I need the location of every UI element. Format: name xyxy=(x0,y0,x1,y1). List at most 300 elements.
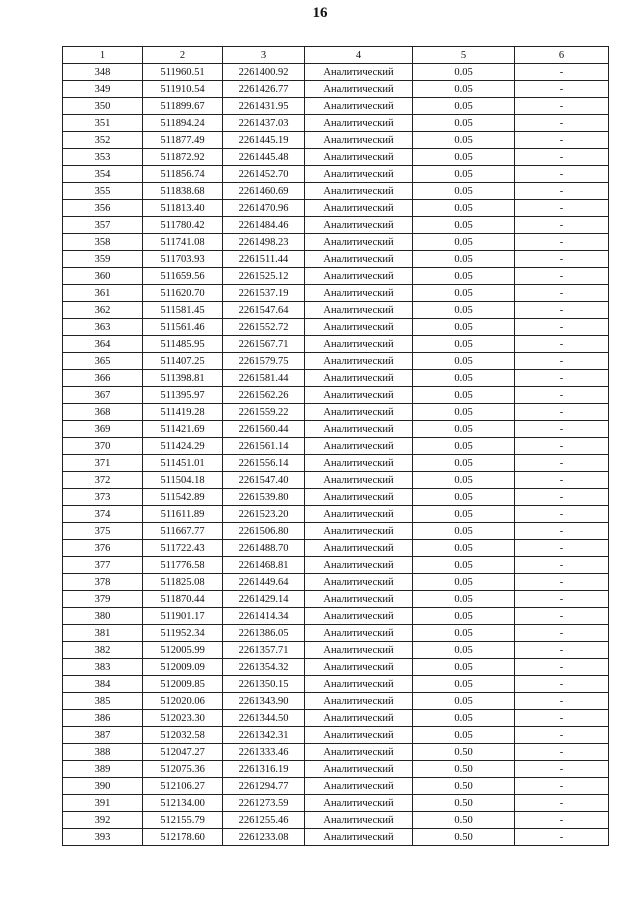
y-coordinate-cell: 2261255.46 xyxy=(223,812,305,829)
x-coordinate-cell: 511504.18 xyxy=(143,472,223,489)
y-coordinate-cell: 2261537.19 xyxy=(223,285,305,302)
point-number-cell: 392 xyxy=(63,812,143,829)
note-cell: - xyxy=(515,319,609,336)
accuracy-cell: 0.05 xyxy=(413,98,515,115)
method-cell: Аналитический xyxy=(305,421,413,438)
point-number-cell: 363 xyxy=(63,319,143,336)
table-row xyxy=(63,659,609,676)
table-header-row xyxy=(63,47,609,64)
page-number: 16 xyxy=(312,5,328,21)
table-row xyxy=(63,132,609,149)
table-row xyxy=(63,727,609,744)
note-cell: - xyxy=(515,149,609,166)
x-coordinate-cell: 511952.34 xyxy=(143,625,223,642)
point-number-cell: 378 xyxy=(63,574,143,591)
note-cell: - xyxy=(515,115,609,132)
method-cell: Аналитический xyxy=(305,744,413,761)
x-coordinate-cell: 511703.93 xyxy=(143,251,223,268)
note-cell: - xyxy=(515,370,609,387)
x-coordinate-cell: 511722.43 xyxy=(143,540,223,557)
accuracy-cell: 0.50 xyxy=(413,812,515,829)
table-row xyxy=(63,251,609,268)
x-coordinate-cell: 511877.49 xyxy=(143,132,223,149)
column-header: 2 xyxy=(143,47,223,64)
accuracy-cell: 0.05 xyxy=(413,710,515,727)
note-cell: - xyxy=(515,489,609,506)
note-cell: - xyxy=(515,404,609,421)
x-coordinate-cell: 512155.79 xyxy=(143,812,223,829)
table-row xyxy=(63,744,609,761)
x-coordinate-cell: 511776.58 xyxy=(143,557,223,574)
table-row xyxy=(63,370,609,387)
table-row xyxy=(63,438,609,455)
table-row xyxy=(63,693,609,710)
point-number-cell: 370 xyxy=(63,438,143,455)
point-number-cell: 372 xyxy=(63,472,143,489)
y-coordinate-cell: 2261470.96 xyxy=(223,200,305,217)
y-coordinate-cell: 2261468.81 xyxy=(223,557,305,574)
method-cell: Аналитический xyxy=(305,166,413,183)
method-cell: Аналитический xyxy=(305,132,413,149)
accuracy-cell: 0.05 xyxy=(413,693,515,710)
note-cell: - xyxy=(515,166,609,183)
method-cell: Аналитический xyxy=(305,387,413,404)
y-coordinate-cell: 2261344.50 xyxy=(223,710,305,727)
x-coordinate-cell: 511485.95 xyxy=(143,336,223,353)
accuracy-cell: 0.50 xyxy=(413,778,515,795)
method-cell: Аналитический xyxy=(305,540,413,557)
accuracy-cell: 0.05 xyxy=(413,200,515,217)
y-coordinate-cell: 2261429.14 xyxy=(223,591,305,608)
accuracy-cell: 0.05 xyxy=(413,387,515,404)
table-row xyxy=(63,489,609,506)
table-row xyxy=(63,302,609,319)
x-coordinate-cell: 512075.36 xyxy=(143,761,223,778)
method-cell: Аналитический xyxy=(305,438,413,455)
method-cell: Аналитический xyxy=(305,591,413,608)
method-cell: Аналитический xyxy=(305,574,413,591)
method-cell: Аналитический xyxy=(305,659,413,676)
y-coordinate-cell: 2261484.46 xyxy=(223,217,305,234)
x-coordinate-cell: 511561.46 xyxy=(143,319,223,336)
column-header: 3 xyxy=(223,47,305,64)
y-coordinate-cell: 2261525.12 xyxy=(223,268,305,285)
y-coordinate-cell: 2261426.77 xyxy=(223,81,305,98)
table-row xyxy=(63,591,609,608)
point-number-cell: 388 xyxy=(63,744,143,761)
x-coordinate-cell: 511667.77 xyxy=(143,523,223,540)
table-row xyxy=(63,404,609,421)
point-number-cell: 361 xyxy=(63,285,143,302)
note-cell: - xyxy=(515,625,609,642)
table-row xyxy=(63,540,609,557)
y-coordinate-cell: 2261561.14 xyxy=(223,438,305,455)
y-coordinate-cell: 2261273.59 xyxy=(223,795,305,812)
accuracy-cell: 0.05 xyxy=(413,676,515,693)
note-cell: - xyxy=(515,829,609,846)
y-coordinate-cell: 2261342.31 xyxy=(223,727,305,744)
method-cell: Аналитический xyxy=(305,285,413,302)
x-coordinate-cell: 512178.60 xyxy=(143,829,223,846)
table-row xyxy=(63,353,609,370)
note-cell: - xyxy=(515,268,609,285)
table-row xyxy=(63,472,609,489)
method-cell: Аналитический xyxy=(305,829,413,846)
table-row xyxy=(63,455,609,472)
note-cell: - xyxy=(515,812,609,829)
method-cell: Аналитический xyxy=(305,115,413,132)
y-coordinate-cell: 2261581.44 xyxy=(223,370,305,387)
y-coordinate-cell: 2261357.71 xyxy=(223,642,305,659)
method-cell: Аналитический xyxy=(305,302,413,319)
method-cell: Аналитический xyxy=(305,183,413,200)
y-coordinate-cell: 2261449.64 xyxy=(223,574,305,591)
point-number-cell: 384 xyxy=(63,676,143,693)
x-coordinate-cell: 511419.28 xyxy=(143,404,223,421)
y-coordinate-cell: 2261316.19 xyxy=(223,761,305,778)
method-cell: Аналитический xyxy=(305,693,413,710)
point-number-cell: 393 xyxy=(63,829,143,846)
table-row xyxy=(63,217,609,234)
point-number-cell: 350 xyxy=(63,98,143,115)
note-cell: - xyxy=(515,642,609,659)
point-number-cell: 380 xyxy=(63,608,143,625)
table-row xyxy=(63,523,609,540)
y-coordinate-cell: 2261488.70 xyxy=(223,540,305,557)
method-cell: Аналитический xyxy=(305,608,413,625)
y-coordinate-cell: 2261559.22 xyxy=(223,404,305,421)
point-number-cell: 352 xyxy=(63,132,143,149)
note-cell: - xyxy=(515,217,609,234)
accuracy-cell: 0.05 xyxy=(413,132,515,149)
note-cell: - xyxy=(515,387,609,404)
point-number-cell: 371 xyxy=(63,455,143,472)
accuracy-cell: 0.05 xyxy=(413,574,515,591)
method-cell: Аналитический xyxy=(305,710,413,727)
accuracy-cell: 0.50 xyxy=(413,795,515,812)
x-coordinate-cell: 511611.89 xyxy=(143,506,223,523)
accuracy-cell: 0.05 xyxy=(413,285,515,302)
method-cell: Аналитический xyxy=(305,98,413,115)
y-coordinate-cell: 2261547.64 xyxy=(223,302,305,319)
note-cell: - xyxy=(515,353,609,370)
point-number-cell: 391 xyxy=(63,795,143,812)
note-cell: - xyxy=(515,234,609,251)
point-number-cell: 373 xyxy=(63,489,143,506)
method-cell: Аналитический xyxy=(305,353,413,370)
note-cell: - xyxy=(515,778,609,795)
y-coordinate-cell: 2261343.90 xyxy=(223,693,305,710)
y-coordinate-cell: 2261431.95 xyxy=(223,98,305,115)
y-coordinate-cell: 2261386.05 xyxy=(223,625,305,642)
x-coordinate-cell: 511856.74 xyxy=(143,166,223,183)
point-number-cell: 353 xyxy=(63,149,143,166)
accuracy-cell: 0.05 xyxy=(413,523,515,540)
note-cell: - xyxy=(515,183,609,200)
note-cell: - xyxy=(515,132,609,149)
method-cell: Аналитический xyxy=(305,149,413,166)
x-coordinate-cell: 511581.45 xyxy=(143,302,223,319)
table-row xyxy=(63,183,609,200)
note-cell: - xyxy=(515,98,609,115)
y-coordinate-cell: 2261539.80 xyxy=(223,489,305,506)
note-cell: - xyxy=(515,591,609,608)
table-row xyxy=(63,268,609,285)
accuracy-cell: 0.05 xyxy=(413,642,515,659)
y-coordinate-cell: 2261562.26 xyxy=(223,387,305,404)
method-cell: Аналитический xyxy=(305,506,413,523)
accuracy-cell: 0.05 xyxy=(413,336,515,353)
note-cell: - xyxy=(515,710,609,727)
note-cell: - xyxy=(515,744,609,761)
accuracy-cell: 0.05 xyxy=(413,438,515,455)
point-number-cell: 358 xyxy=(63,234,143,251)
method-cell: Аналитический xyxy=(305,370,413,387)
note-cell: - xyxy=(515,251,609,268)
note-cell: - xyxy=(515,761,609,778)
table-row xyxy=(63,81,609,98)
table-body xyxy=(63,64,609,846)
note-cell: - xyxy=(515,302,609,319)
table-row xyxy=(63,676,609,693)
point-number-cell: 386 xyxy=(63,710,143,727)
accuracy-cell: 0.05 xyxy=(413,217,515,234)
table-row xyxy=(63,319,609,336)
x-coordinate-cell: 512023.30 xyxy=(143,710,223,727)
method-cell: Аналитический xyxy=(305,676,413,693)
accuracy-cell: 0.05 xyxy=(413,370,515,387)
x-coordinate-cell: 512020.06 xyxy=(143,693,223,710)
table-row xyxy=(63,98,609,115)
table-row xyxy=(63,608,609,625)
accuracy-cell: 0.05 xyxy=(413,302,515,319)
y-coordinate-cell: 2261556.14 xyxy=(223,455,305,472)
accuracy-cell: 0.05 xyxy=(413,506,515,523)
point-number-cell: 360 xyxy=(63,268,143,285)
y-coordinate-cell: 2261560.44 xyxy=(223,421,305,438)
accuracy-cell: 0.05 xyxy=(413,149,515,166)
accuracy-cell: 0.05 xyxy=(413,319,515,336)
method-cell: Аналитический xyxy=(305,778,413,795)
method-cell: Аналитический xyxy=(305,625,413,642)
y-coordinate-cell: 2261437.03 xyxy=(223,115,305,132)
x-coordinate-cell: 511542.89 xyxy=(143,489,223,506)
y-coordinate-cell: 2261354.32 xyxy=(223,659,305,676)
accuracy-cell: 0.50 xyxy=(413,829,515,846)
point-number-cell: 376 xyxy=(63,540,143,557)
point-number-cell: 366 xyxy=(63,370,143,387)
method-cell: Аналитический xyxy=(305,642,413,659)
method-cell: Аналитический xyxy=(305,234,413,251)
point-number-cell: 364 xyxy=(63,336,143,353)
y-coordinate-cell: 2261414.34 xyxy=(223,608,305,625)
method-cell: Аналитический xyxy=(305,727,413,744)
accuracy-cell: 0.05 xyxy=(413,183,515,200)
point-number-cell: 375 xyxy=(63,523,143,540)
point-number-cell: 374 xyxy=(63,506,143,523)
x-coordinate-cell: 511838.68 xyxy=(143,183,223,200)
accuracy-cell: 0.50 xyxy=(413,761,515,778)
point-number-cell: 383 xyxy=(63,659,143,676)
point-number-cell: 381 xyxy=(63,625,143,642)
x-coordinate-cell: 511407.25 xyxy=(143,353,223,370)
table-row xyxy=(63,115,609,132)
table-row xyxy=(63,234,609,251)
x-coordinate-cell: 512134.00 xyxy=(143,795,223,812)
method-cell: Аналитический xyxy=(305,217,413,234)
table-row xyxy=(63,285,609,302)
y-coordinate-cell: 2261233.08 xyxy=(223,829,305,846)
x-coordinate-cell: 511813.40 xyxy=(143,200,223,217)
note-cell: - xyxy=(515,574,609,591)
method-cell: Аналитический xyxy=(305,251,413,268)
x-coordinate-cell: 511780.42 xyxy=(143,217,223,234)
y-coordinate-cell: 2261547.40 xyxy=(223,472,305,489)
y-coordinate-cell: 2261445.19 xyxy=(223,132,305,149)
x-coordinate-cell: 512106.27 xyxy=(143,778,223,795)
x-coordinate-cell: 511659.56 xyxy=(143,268,223,285)
note-cell: - xyxy=(515,608,609,625)
y-coordinate-cell: 2261579.75 xyxy=(223,353,305,370)
x-coordinate-cell: 511395.97 xyxy=(143,387,223,404)
table-row xyxy=(63,778,609,795)
y-coordinate-cell: 2261511.44 xyxy=(223,251,305,268)
note-cell: - xyxy=(515,659,609,676)
accuracy-cell: 0.05 xyxy=(413,404,515,421)
note-cell: - xyxy=(515,693,609,710)
method-cell: Аналитический xyxy=(305,489,413,506)
point-number-cell: 348 xyxy=(63,64,143,81)
x-coordinate-cell: 511620.70 xyxy=(143,285,223,302)
table-row xyxy=(63,506,609,523)
point-number-cell: 385 xyxy=(63,693,143,710)
method-cell: Аналитический xyxy=(305,761,413,778)
table-row xyxy=(63,574,609,591)
x-coordinate-cell: 511398.81 xyxy=(143,370,223,387)
accuracy-cell: 0.05 xyxy=(413,625,515,642)
point-number-cell: 367 xyxy=(63,387,143,404)
accuracy-cell: 0.05 xyxy=(413,608,515,625)
method-cell: Аналитический xyxy=(305,319,413,336)
point-number-cell: 369 xyxy=(63,421,143,438)
note-cell: - xyxy=(515,557,609,574)
table-row xyxy=(63,64,609,81)
point-number-cell: 377 xyxy=(63,557,143,574)
accuracy-cell: 0.05 xyxy=(413,557,515,574)
table-row xyxy=(63,557,609,574)
point-number-cell: 382 xyxy=(63,642,143,659)
note-cell: - xyxy=(515,200,609,217)
x-coordinate-cell: 511424.29 xyxy=(143,438,223,455)
accuracy-cell: 0.05 xyxy=(413,727,515,744)
method-cell: Аналитический xyxy=(305,64,413,81)
y-coordinate-cell: 2261552.72 xyxy=(223,319,305,336)
method-cell: Аналитический xyxy=(305,200,413,217)
accuracy-cell: 0.05 xyxy=(413,455,515,472)
y-coordinate-cell: 2261506.80 xyxy=(223,523,305,540)
accuracy-cell: 0.05 xyxy=(413,659,515,676)
table-row xyxy=(63,642,609,659)
x-coordinate-cell: 512009.85 xyxy=(143,676,223,693)
point-number-cell: 355 xyxy=(63,183,143,200)
y-coordinate-cell: 2261445.48 xyxy=(223,149,305,166)
method-cell: Аналитический xyxy=(305,336,413,353)
table-row xyxy=(63,710,609,727)
y-coordinate-cell: 2261498.23 xyxy=(223,234,305,251)
accuracy-cell: 0.05 xyxy=(413,540,515,557)
x-coordinate-cell: 511910.54 xyxy=(143,81,223,98)
note-cell: - xyxy=(515,523,609,540)
x-coordinate-cell: 511899.67 xyxy=(143,98,223,115)
accuracy-cell: 0.05 xyxy=(413,472,515,489)
y-coordinate-cell: 2261350.15 xyxy=(223,676,305,693)
method-cell: Аналитический xyxy=(305,523,413,540)
note-cell: - xyxy=(515,421,609,438)
note-cell: - xyxy=(515,285,609,302)
note-cell: - xyxy=(515,795,609,812)
note-cell: - xyxy=(515,64,609,81)
column-header: 4 xyxy=(305,47,413,64)
point-number-cell: 357 xyxy=(63,217,143,234)
y-coordinate-cell: 2261523.20 xyxy=(223,506,305,523)
y-coordinate-cell: 2261452.70 xyxy=(223,166,305,183)
table-row xyxy=(63,149,609,166)
y-coordinate-cell: 2261400.92 xyxy=(223,64,305,81)
method-cell: Аналитический xyxy=(305,268,413,285)
y-coordinate-cell: 2261567.71 xyxy=(223,336,305,353)
y-coordinate-cell: 2261294.77 xyxy=(223,778,305,795)
point-number-cell: 389 xyxy=(63,761,143,778)
accuracy-cell: 0.05 xyxy=(413,353,515,370)
accuracy-cell: 0.05 xyxy=(413,115,515,132)
method-cell: Аналитический xyxy=(305,557,413,574)
note-cell: - xyxy=(515,336,609,353)
point-number-cell: 365 xyxy=(63,353,143,370)
table-row xyxy=(63,625,609,642)
accuracy-cell: 0.05 xyxy=(413,268,515,285)
note-cell: - xyxy=(515,506,609,523)
point-number-cell: 362 xyxy=(63,302,143,319)
table-row xyxy=(63,812,609,829)
note-cell: - xyxy=(515,676,609,693)
x-coordinate-cell: 511901.17 xyxy=(143,608,223,625)
table-row xyxy=(63,829,609,846)
accuracy-cell: 0.05 xyxy=(413,489,515,506)
point-number-cell: 390 xyxy=(63,778,143,795)
x-coordinate-cell: 511825.08 xyxy=(143,574,223,591)
x-coordinate-cell: 511870.44 xyxy=(143,591,223,608)
x-coordinate-cell: 511421.69 xyxy=(143,421,223,438)
x-coordinate-cell: 512032.58 xyxy=(143,727,223,744)
table-row xyxy=(63,166,609,183)
column-header: 6 xyxy=(515,47,609,64)
accuracy-cell: 0.05 xyxy=(413,64,515,81)
coordinates-table xyxy=(62,46,609,846)
note-cell: - xyxy=(515,727,609,744)
x-coordinate-cell: 511894.24 xyxy=(143,115,223,132)
note-cell: - xyxy=(515,81,609,98)
point-number-cell: 387 xyxy=(63,727,143,744)
point-number-cell: 359 xyxy=(63,251,143,268)
accuracy-cell: 0.50 xyxy=(413,744,515,761)
x-coordinate-cell: 511960.51 xyxy=(143,64,223,81)
table-row xyxy=(63,387,609,404)
x-coordinate-cell: 511741.08 xyxy=(143,234,223,251)
table-row xyxy=(63,761,609,778)
accuracy-cell: 0.05 xyxy=(413,166,515,183)
note-cell: - xyxy=(515,472,609,489)
method-cell: Аналитический xyxy=(305,455,413,472)
